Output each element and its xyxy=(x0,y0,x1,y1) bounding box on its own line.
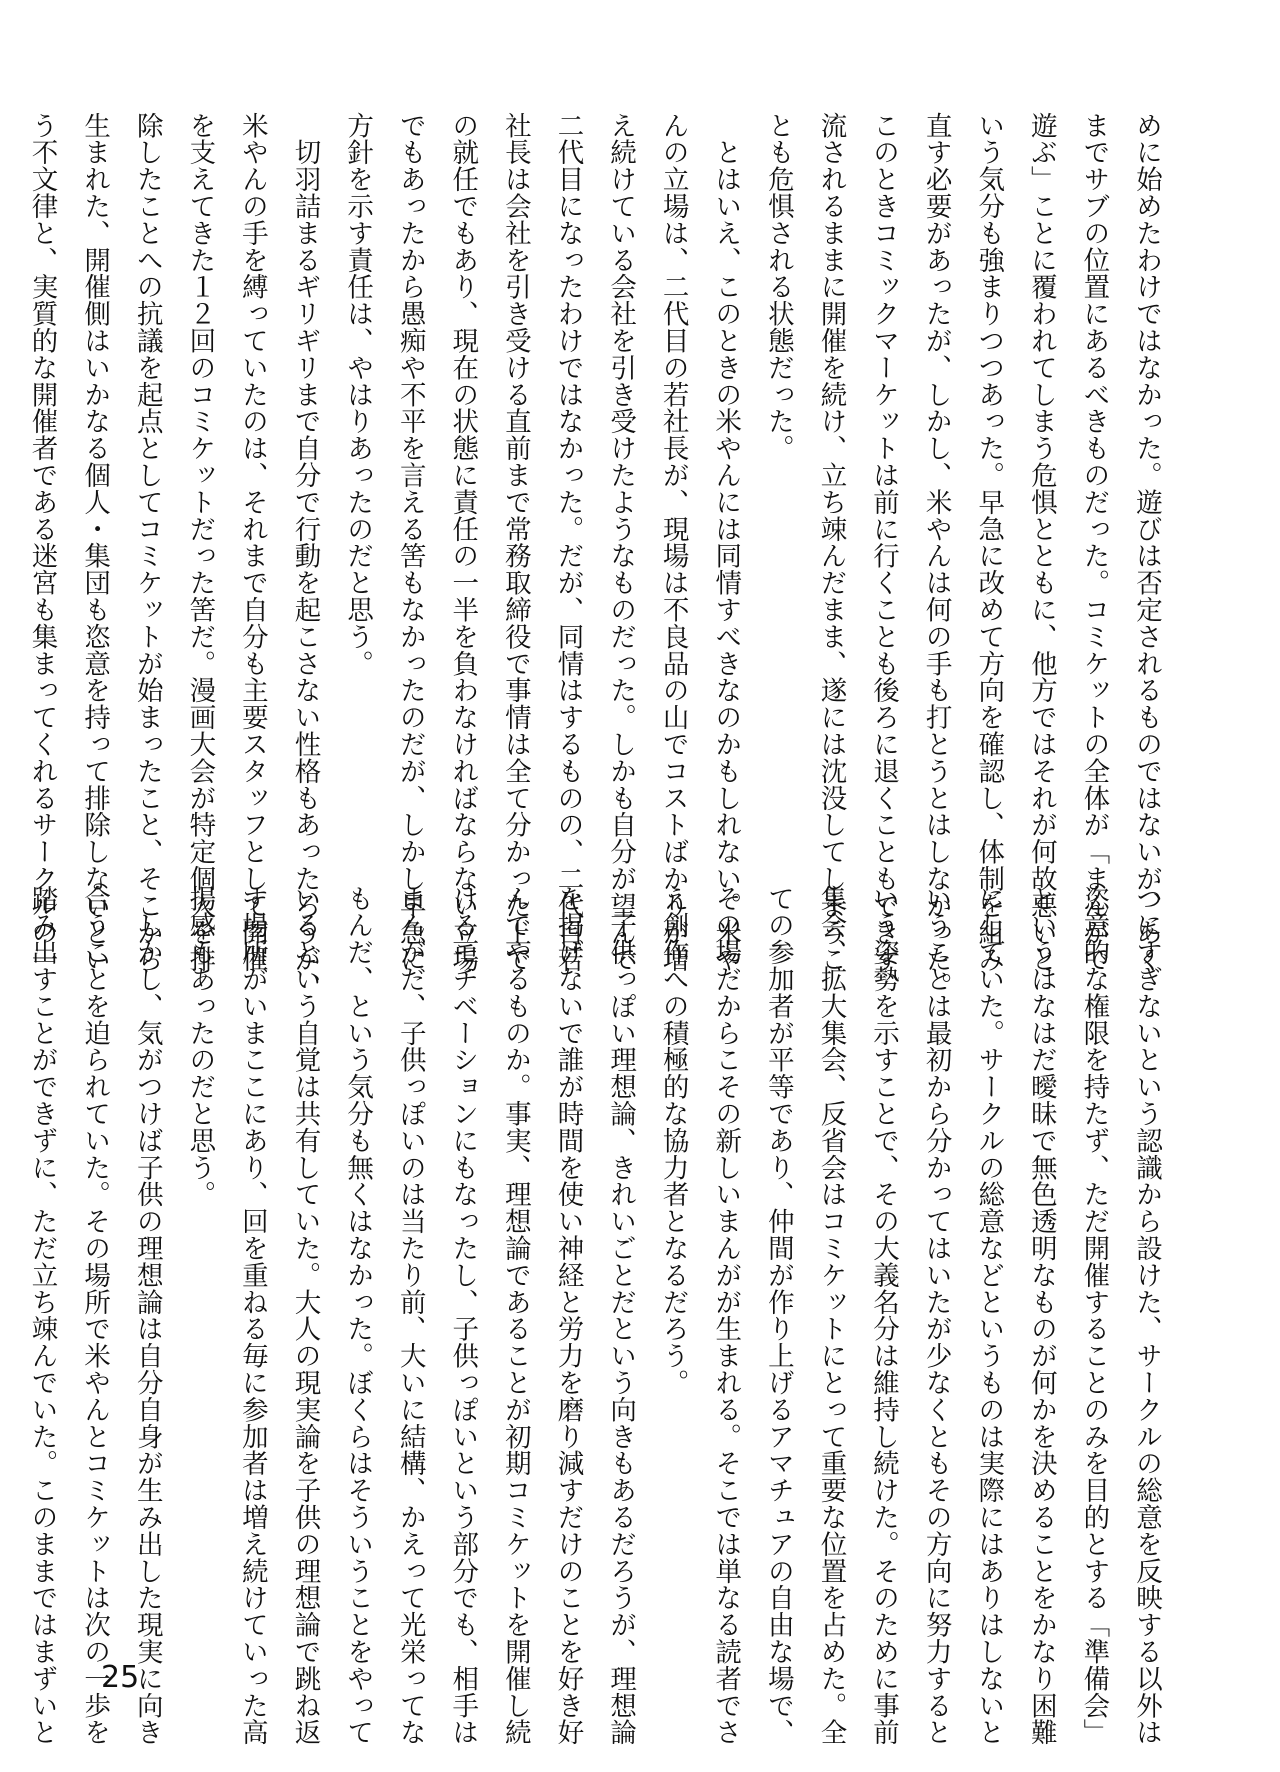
text-column: 遊ぶ」ことに覆われてしまう危惧とともに、他方ではそれが何故悪いと xyxy=(1025,112,1057,973)
upper-text-block xyxy=(26,112,1172,1000)
text-column: にしていた。サークルの総意などというものは実際にはありはしないと xyxy=(973,885,1005,1746)
text-column: 集会、拡大集会、反省会はコミケットにとって重要な位置を占めた。全 xyxy=(815,885,847,1746)
text-column: まんがだ、子供っぽいのは当たり前、大いに結構、かえって光栄ってな xyxy=(394,885,426,1746)
text-column: までサブの位置にあるべきものだった。コミケットの全体が「まんがで xyxy=(1078,112,1110,973)
text-column: 踏み出すことができずに、ただ立ち竦んでいた。このままではまずいと xyxy=(26,885,58,1746)
text-column: けるモチベーションにもなったし、子供っぽいという部分でも、相手は xyxy=(447,885,479,1746)
text-column: 恣意的な権限を持たず、ただ開催することのみを目的とする「準備会」 xyxy=(1078,885,1110,1746)
text-column: つにすぎないという認識から設けた、サークルの総意を反映する以外は xyxy=(1131,885,1162,1746)
text-column: いるという自覚は共有していた。大人の現実論を子供の理想論で跳ね返 xyxy=(289,885,321,1746)
text-column: いうことは最初から分かってはいたが少なくともその方向に努力すると xyxy=(920,885,952,1746)
text-column: を支えてきた１２回のコミケットだった筈だ。漫画大会が特定個人を排 xyxy=(184,112,216,973)
text-column: めに始めたわけではなかった。遊びは否定されるものではないが、あく xyxy=(1131,112,1162,973)
text-column: 生まれた、開催側はいかなる個人・集団も恣意を持って排除しないとい xyxy=(79,112,111,973)
text-column: の就任でもあり、現在の状態に責任の一半を負わなければならない立場 xyxy=(447,112,479,973)
text-column: いう気分も強まりつつあった。早急に改めて方向を確認し、体制を組み xyxy=(973,112,1005,973)
text-column: でもあったから愚痴や不平を言える筈もなかったのだが、しかし早急に xyxy=(394,112,426,973)
text-column: とも危惧される状態だった。 xyxy=(762,112,794,462)
text-column: 子供っぽい理想論、きれいごとだという向きもあるだろうが、理想論 xyxy=(605,885,637,1746)
page-number: 25 xyxy=(101,1660,140,1695)
text-column: その場だからこその新しいまんがが生まれる。そこでは単なる読者でさ xyxy=(710,885,742,1746)
text-column: このときコミックマーケットは前に行くことも後ろに退くこともできず、 xyxy=(868,112,900,1000)
text-column: え続けている会社を引き受けたようなものだった。しかも自分が望んで xyxy=(605,112,637,973)
text-column: というはなはだ曖昧で無色透明なものが何かを決めることをかなり困難 xyxy=(1025,885,1057,1746)
text-column: 方針を示す責任は、やはりあったのだと思う。 xyxy=(342,112,374,677)
text-column: 除したことへの抗議を起点としてコミケットが始まったこと、そこから xyxy=(131,112,163,973)
text-column: う不文律と、実質的な開催者である迷宮も集まってくれるサークルの一 xyxy=(26,112,58,973)
text-column: す場所がいまここにあり、回を重ねる毎に参加者は増え続けていった高 xyxy=(236,885,268,1746)
text-column: 切羽詰まるギリギリまで自分で行動を起こさない性格もあったろうが、 xyxy=(289,112,321,1000)
text-column: を掲げないで誰が時間を使い神経と労力を磨り減すだけのことを好き好 xyxy=(552,885,584,1746)
text-column: ての参加者が平等であり、仲間が作り上げるアマチュアの自由な場で、 xyxy=(762,885,794,1746)
text-column: え創作への積極的な協力者となるだろう。 xyxy=(657,885,689,1397)
text-column: 揚感もあったのだと思う。 xyxy=(184,885,216,1208)
text-column: いう姿勢を示すことで、その大義名分は維持し続けた。そのために事前 xyxy=(868,885,900,1746)
text-column: もんだ、という気分も無くはなかった。ぼくらはそういうことをやって xyxy=(342,885,374,1746)
text-column: 流されるままに開催を続け、立ち竦んだまま、遂には沈没してしまうこ xyxy=(815,112,847,973)
text-column: とはいえ、このときの米やんには同情すべきなのかもしれない。米や xyxy=(710,112,742,973)
text-column: んの立場は、二代目の若社長が、現場は不良品の山でコストばかりが増 xyxy=(657,112,689,973)
text-column: 二代目になったわけではなかった。だが、同情はするものの、二代目若 xyxy=(552,112,584,973)
text-column: 合うことを迫られていた。その場所で米やんとコミケットは次の一歩を xyxy=(79,885,111,1746)
text-column: 直す必要があったが、しかし、米やんは何の手も打とうとはしなかった。 xyxy=(920,112,952,1000)
text-column: 社長は会社を引き受ける直前まで常務取締役で事情は全て分かった上で xyxy=(499,112,531,973)
text-column: んでやるものか。事実、理想論であることが初期コミケットを開催し続 xyxy=(499,885,531,1746)
text-column: 米やんの手を縛っていたのは、それまで自分も主要スタッフとして開催 xyxy=(236,112,268,973)
text-column: しかし、気がつけば子供の理想論は自分自身が生み出した現実に向き xyxy=(131,885,163,1746)
